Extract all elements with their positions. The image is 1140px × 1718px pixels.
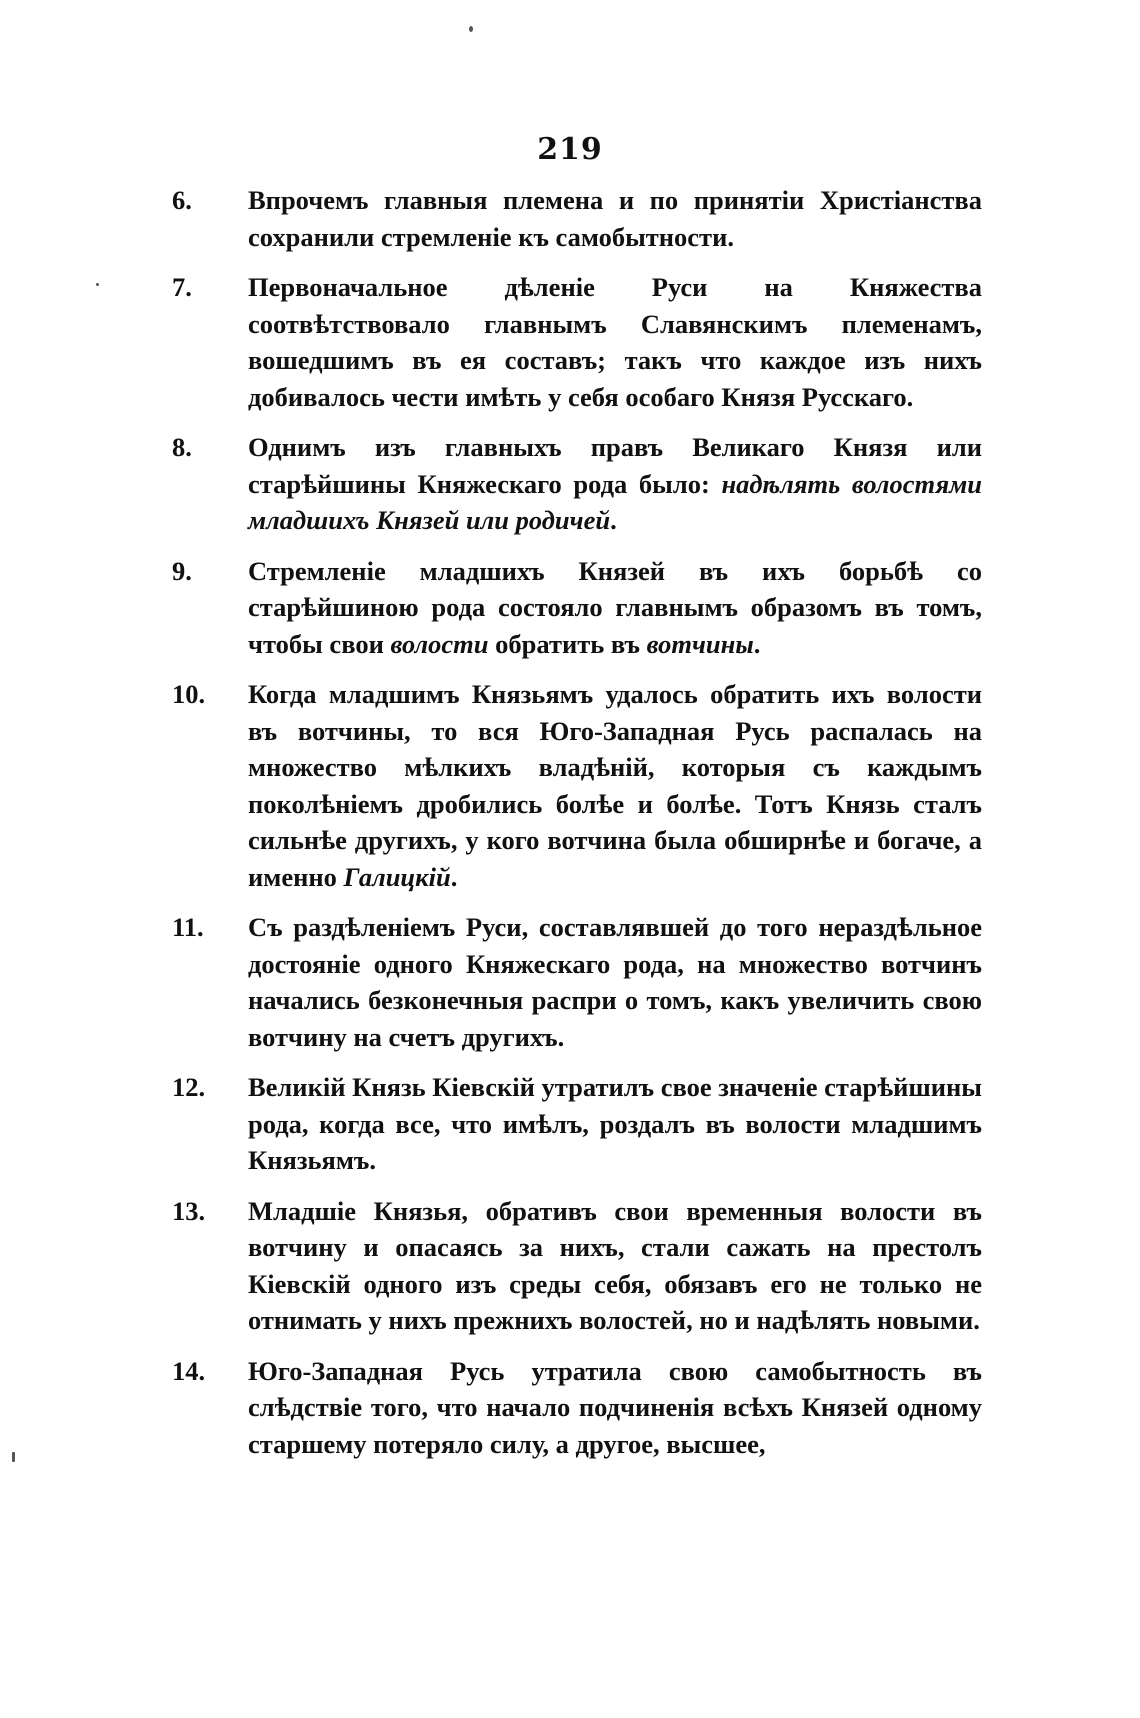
thesis-number: 13. xyxy=(172,1195,206,1226)
thesis-text-segment: . xyxy=(610,505,617,535)
thesis-text-segment: Юго-Западная Русь утратила свою самобытность въ слѣдствіе того, что начало подчиненія всѣхъ Князей одному старшему потеряло силу, а другое, высшее, xyxy=(248,1355,982,1459)
thesis-text xyxy=(248,912,982,1052)
thesis-text-segment: Впрочемъ главныя племена и по принятіи Христіанства сохранили стремленіе къ самобытности. xyxy=(248,185,982,252)
thesis-number: 7. xyxy=(172,272,192,302)
thesis-text-italic: Галицкій xyxy=(343,861,451,892)
thesis-item xyxy=(172,429,982,539)
thesis-text xyxy=(248,1196,982,1336)
thesis-number: 8. xyxy=(172,432,192,462)
print-speck-top xyxy=(469,26,473,32)
thesis-number: 10. xyxy=(172,679,206,709)
thesis-item xyxy=(172,182,982,255)
thesis-text xyxy=(248,272,982,412)
page-number: 219 xyxy=(537,132,603,167)
thesis-item xyxy=(172,1353,982,1463)
thesis-text xyxy=(248,679,982,892)
thesis-text xyxy=(248,1356,982,1459)
thesis-text-segment: Стремленіе младшихъ Князей въ ихъ борьбѣ со старѣйшиною рода состояло главнымъ образомъ въ томъ, чтобы свои xyxy=(248,555,982,659)
thesis-text-segment: Съ раздѣленіемъ Руси, составлявшей до того нераздѣльное достояніе одного Княжескаго рода, на множество вотчинъ начались безконечныя распри о томъ, какъ увеличить свою вотчину на счетъ другихъ. xyxy=(248,912,982,1052)
thesis-text xyxy=(248,1072,982,1175)
thesis-text-segment: Младшіе Князья, обративъ свои временныя волости въ вотчину и опасаясь за нихъ, стали сажать на престолъ Кіевскій одного изъ среды себя, обязавъ его не только не отнимать у нихъ прежнихъ волостей, но и надѣлять новыми. xyxy=(248,1195,982,1335)
thesis-text-italic: надѣлять волостями младшихъ Князей или родичей xyxy=(248,468,982,535)
thesis-text xyxy=(248,432,982,535)
thesis-text-segment: Первоначальное дѣленіе Руси на Княжества соотвѣтствовало главнымъ Славянскимъ племенамъ, вошедшимъ въ ея составъ; такъ что каждое изъ нихъ добивалось чести имѣть у себя особаго Князя Русскаго. xyxy=(248,272,982,412)
print-speck-margin xyxy=(12,1452,15,1462)
thesis-item xyxy=(172,1193,982,1339)
thesis-item xyxy=(172,553,982,663)
print-speck-left xyxy=(96,283,99,286)
thesis-text xyxy=(248,556,982,659)
thesis-number: 9. xyxy=(172,555,192,586)
thesis-item xyxy=(172,1069,982,1179)
thesis-text-italic: вотчины xyxy=(646,628,754,659)
thesis-item xyxy=(172,676,982,895)
thesis-text-segment: обратить въ xyxy=(488,628,647,659)
thesis-text-segment: Когда младшимъ Князьямъ удалось обратить ихъ волости въ вотчины, то вся Юго-Западная Русь распалась на множество мѣлкихъ владѣній, которыя съ каждымъ поколѣніемъ дробились болѣе и болѣе. Тотъ Князь сталъ сильнѣе другихъ, у кого вотчина была обширнѣе и богаче, а именно xyxy=(248,679,982,892)
theses-list xyxy=(172,182,982,1476)
thesis-text-segment: . xyxy=(753,628,761,659)
thesis-number: 6. xyxy=(172,185,192,215)
thesis-item xyxy=(172,269,982,415)
thesis-text-segment: Великій Князь Кіевскій утратилъ свое значеніе старѣйшины рода, когда все, что имѣлъ, роздалъ въ волости младшимъ Князьямъ. xyxy=(248,1072,982,1175)
thesis-text-segment: Однимъ изъ главныхъ правъ Великаго Князя или старѣйшины Княжескаго рода было: xyxy=(248,432,982,499)
thesis-text xyxy=(248,185,982,252)
thesis-item xyxy=(172,909,982,1055)
thesis-text-segment: . xyxy=(450,861,458,892)
thesis-number: 14. xyxy=(172,1355,206,1386)
thesis-number: 11. xyxy=(172,912,204,942)
thesis-number: 12. xyxy=(172,1072,206,1102)
thesis-text-italic: волости xyxy=(390,628,489,659)
